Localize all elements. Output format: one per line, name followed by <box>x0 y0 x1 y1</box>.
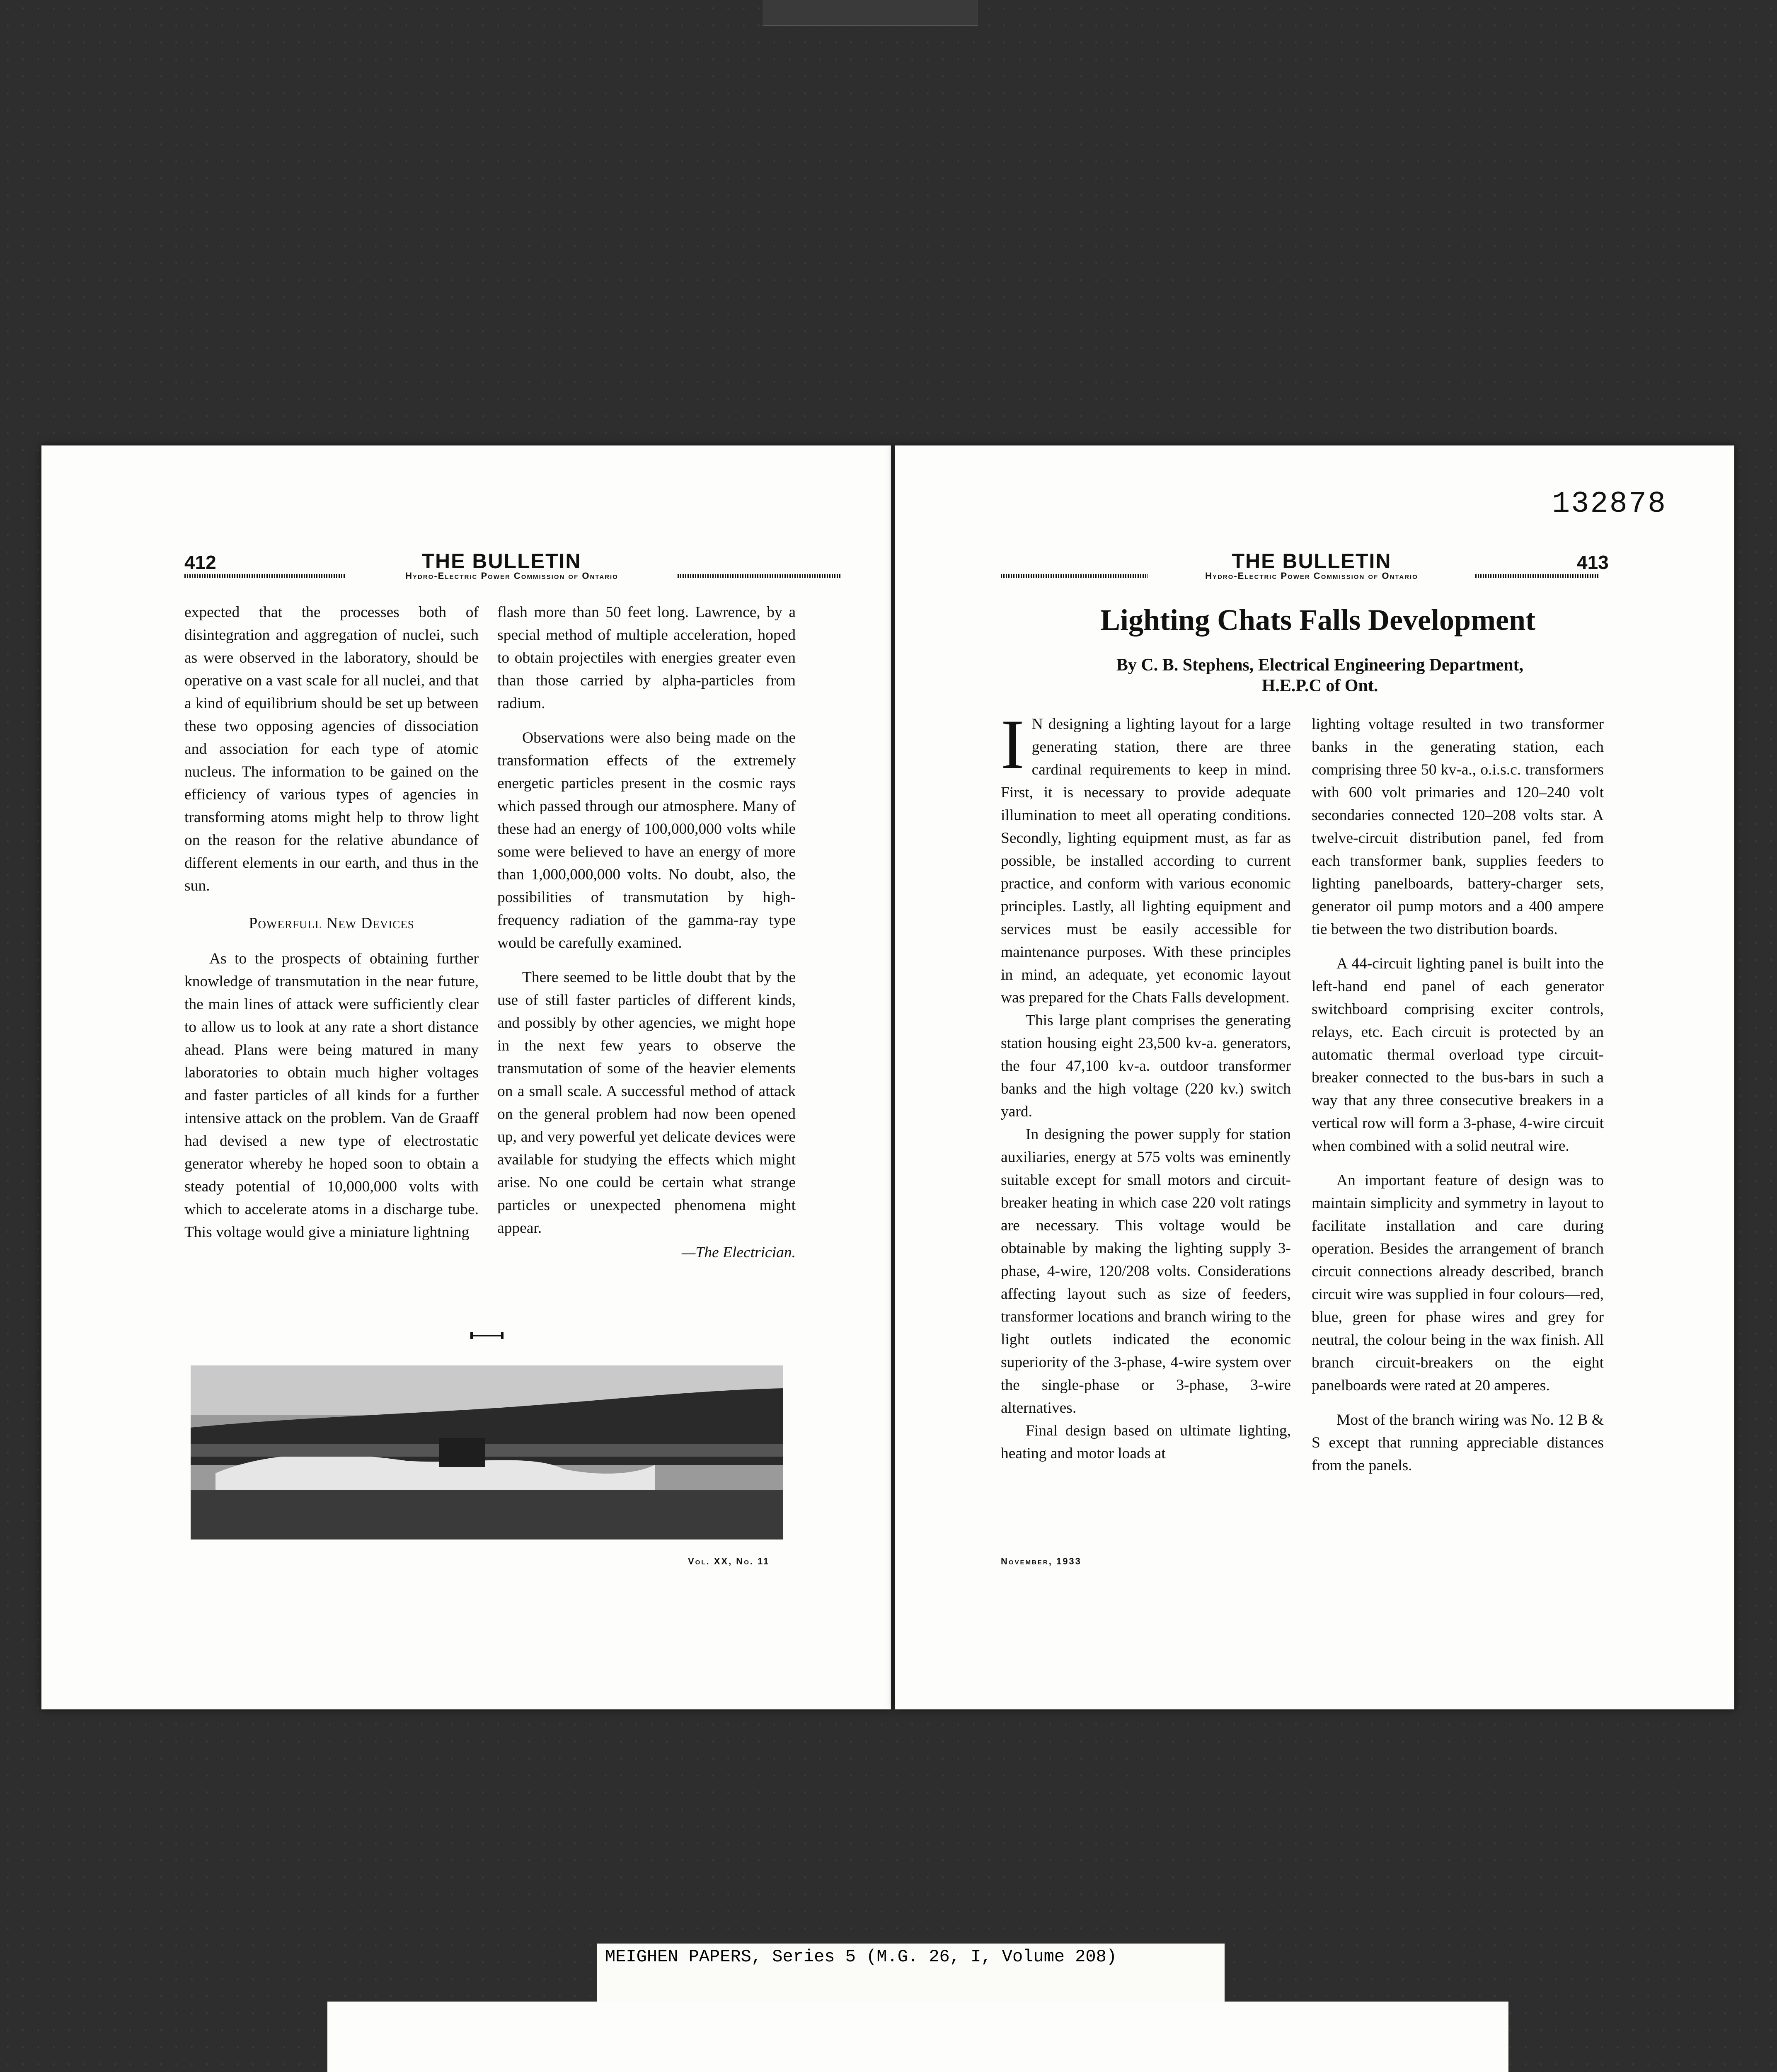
paragraph: There seemed to be little doubt that by the use of still faster particles of different kinds, and possibly by other agencies, we might hope in the next few years to observe the transmutation of some of the heavier elements on a small scale. A successful method of attack on the general problem had now been opened up, and very powerful yet delicate devices were available for studying the effects which might arise. No one could be certain what strange particles or unexpected phenomena might appear. <box>497 969 796 1237</box>
paragraph: An important feature of design was to maintain simplicity and symmetry in layout to facilitate installation and care during operation. Besides the arrangement of branch circuit connections already described, branch circuit wire was supplied in four colours—red, blue, green for phase wires and grey for neutral, the colour being in the wax finish. All branch circuit-breakers on the eight panelboards were rated at 20 amperes. <box>1312 1172 1604 1394</box>
page-number: 412 <box>184 552 216 573</box>
waterfall-photo <box>191 1365 783 1539</box>
header-rule-right <box>678 574 841 578</box>
end-ornament-icon <box>470 1332 504 1339</box>
right-page <box>895 445 1734 1709</box>
paragraph: In designing the power supply for station auxiliaries, energy at 575 volts was eminently suitable except for small motors and circuit-breaker heating in which case 220 volt ratings are necessary. This voltage would be obtainable by making the lighting supply 3-phase, 4-wire, 120/208 volts. Considerations affecting layout such as size of feeders, transformer locations and branch wiring to the light outlets indicated the economic superiority of the 3-phase, 4-wire system over the single-phase or 3-phase, 3-wire alternatives. <box>1001 1126 1291 1416</box>
header-rule-right <box>1475 574 1600 578</box>
left-column-2 <box>497 601 796 1264</box>
paragraph: As to the prospects of obtaining further knowledge of transmutation in the near future, the main lines of attack were sufficiently clear to allow us to look at any rate a short distance ahead. Plans were being matured in many laboratories to obtain much higher voltages and faster particles of all kinds for a further intensive attack on the problem. Van de Graaff had devised a new type of electrostatic generator whereby he hoped soon to obtain a steady potential of 10,000,000 volts with which to accelerate atoms in a discharge tube. This voltage would give a miniature lightning <box>184 950 479 1241</box>
source-credit: —The Electrician. <box>682 1244 796 1261</box>
left-column-1 <box>184 601 479 1244</box>
article-title: Lighting Chats Falls Development <box>1100 603 1536 637</box>
right-column-1 <box>1001 705 1291 1465</box>
paragraph: Most of the branch wiring was No. 12 B & S except that running appreciable distances from the panels. <box>1312 1411 1604 1474</box>
paragraph: expected that the processes both of disintegration and aggregation of nuclei, such as were observed in the laboratory, should be operative on a vast scale for all nuclei, and that a kind of equilibrium should be set up between these two opposing agencies of dissociation and association for each type of atomic nucleus. The information to be gained on the efficiency of various types of agencies in transforming atoms might help to throw light on the reason for the relative abundance of different elements in our earth, and thus in the sun. <box>184 604 479 894</box>
collection-label-strip <box>597 1944 1225 2006</box>
right-column-2 <box>1312 713 1604 1477</box>
header-title: THE BULLETIN <box>421 549 581 573</box>
paragraph: This large plant comprises the generating station housing eight 23,500 kv-a. generators, the four 47,100 kv-a. outdoor transformer banks and the high voltage (220 kv.) switch yard. <box>1001 1012 1291 1120</box>
paragraph: flash more than 50 feet long. Lawrence, by a special method of multiple acceleration, hoped to obtain projectiles with energies greater even than those carried by alpha-particles from radium. <box>497 604 796 712</box>
header-title: THE BULLETIN <box>1232 549 1392 573</box>
byline-line: By C. B. Stephens, Electrical Engineering Department, <box>1116 656 1524 675</box>
header-rule-left <box>1001 574 1148 578</box>
paragraph: A 44-circuit lighting panel is built into the left-hand end panel of each generator switchboard comprising exciter controls, relays, etc. Each circuit is protected by an automatic thermal overload type circuit-breaker connected to the bus-bars in such a way that any three consecutive breakers in a vertical row will form a 3-phase, 4-wire circuit when combined with a solid neutral wire. <box>1312 955 1604 1155</box>
page-number: 413 <box>1577 552 1609 573</box>
section-subheading: Powerfull New Devices <box>249 915 414 932</box>
paragraph: Final design based on ultimate lighting, heating and motor loads at <box>1001 1422 1291 1462</box>
top-film-tab <box>763 0 978 26</box>
header-subtitle: Hydro-Electric Power Commission of Ontario <box>1205 571 1418 581</box>
date-footer: November, 1933 <box>1001 1556 1082 1566</box>
catalog-number: 132878 <box>1552 487 1667 521</box>
drop-cap: I <box>1001 705 1024 783</box>
collection-reference: MEIGHEN PAPERS, Series 5 (M.G. 26, I, Volume 208) <box>605 1947 1117 1967</box>
left-page <box>41 445 891 1709</box>
paragraph: lighting voltage resulted in two transformer banks in the generating station, each comprising three 50 kv-a., o.i.s.c. transformers with 600 volt primaries and 120–240 volt secondaries connected 120–208 volts star. A twelve-circuit distribution panel, fed from each transformer bank, supplies feeders to lighting panelboards, battery-charger sets, generator oil pump motors and a 400 ampere tie between the two distribution boards. <box>1312 716 1604 938</box>
header-subtitle: Hydro-Electric Power Commission of Ontario <box>405 571 618 581</box>
byline <box>1019 655 1620 696</box>
paragraph: N designing a lighting layout for a large generating station, there are three cardinal requirements to keep in mind. First, it is necessary to provide adequate illumination to meet all operating conditions. Secondly, lighting equipment must, as far as possible, be installed according to current practice, and conform with various economic principles. Lastly, all lighting equipment and services must be easily accessible for maintenance purposes. With these principles in mind, an adequate, yet economic layout was prepared for the Chats Falls development. <box>1001 716 1291 1006</box>
paragraph: Observations were also being made on the transformation effects of the extremely energetic particles present in the cosmic rays which passed through our atmosphere. Many of these had an energy of 100,000,000 volts while some were believed to have an energy of more than 1,000,000,000 volts. No doubt, also, the possibilities of transmutation by high-frequency radiation of the gamma-ray type would be carefully examined. <box>497 729 796 951</box>
volume-footer: Vol. XX, No. 11 <box>688 1556 770 1566</box>
byline-line: H.E.P.C of Ont. <box>1261 676 1378 695</box>
archive-stamp-label <box>327 2002 1508 2072</box>
header-rule-left <box>184 574 346 578</box>
